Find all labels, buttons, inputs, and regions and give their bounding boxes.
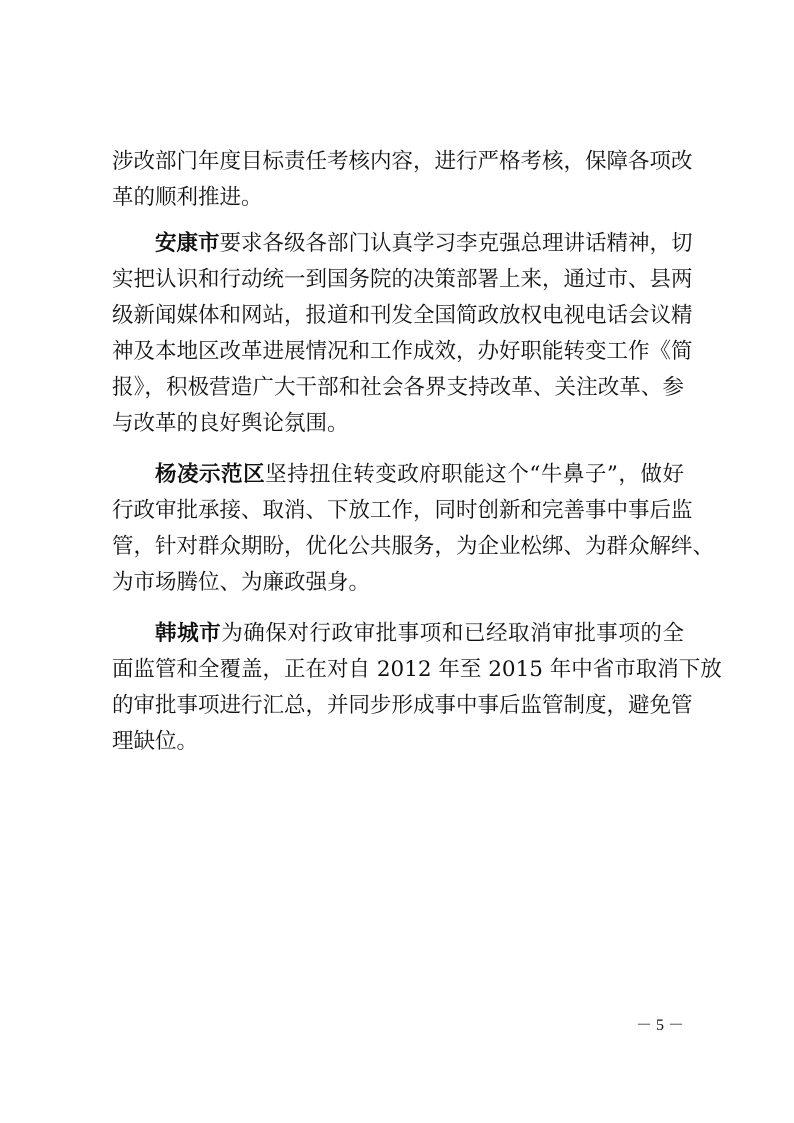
paragraph-line: 与改革的良好舆论氛围。: [112, 411, 349, 436]
paragraph-first-line: [155, 457, 684, 493]
paragraph-line: 神及本地区改革进展情况和工作成效，办好职能转变工作《简: [112, 339, 693, 364]
region-name: 杨凌示范区: [155, 462, 266, 487]
paragraph-line-text: 要求各级各部门认真学习李克强总理讲话精神，切: [219, 231, 693, 256]
paragraph-first-line: [155, 226, 693, 262]
paragraph-line: 管，针对群众期盼，优化公共服务，为企业松绑、为群众解绊、: [112, 534, 715, 559]
paragraph-line: 面监管和全覆盖，正在对自 2012 年至 2015 年中省市取消下放: [112, 657, 722, 682]
page-number: － 5 －: [635, 1017, 684, 1034]
region-name: 安康市: [155, 231, 220, 256]
paragraph-line: 实把认识和行动统一到国务院的决策部署上来，通过市、县两: [112, 267, 693, 292]
paragraph-line: 的审批事项进行汇总，并同步形成事中事后监管制度，避免管: [112, 693, 693, 718]
paragraph-line: 涉改部门年度目标责任考核内容，进行严格考核，保障各项改: [112, 149, 693, 174]
paragraph-line-text: 为确保对行政审批事项和已经取消审批事项的全: [221, 621, 684, 646]
paragraph-line: 理缺位。: [112, 729, 199, 754]
region-name: 韩城市: [155, 621, 222, 646]
paragraph-line: 革的顺利推进。: [112, 185, 263, 210]
paragraph-first-line: [155, 616, 684, 652]
paragraph-line: 为市场腾位、为廉政强身。: [112, 570, 371, 595]
paragraph-line-text: 坚持扭住转变政府职能这个“牛鼻子”，做好: [265, 462, 684, 487]
paragraph-line: 行政审批承接、取消、下放工作，同时创新和完善事中事后监: [112, 498, 693, 523]
paragraph-line: 报》，积极营造广大干部和社会各界支持改革、关注改革、参: [112, 375, 684, 400]
paragraph-line: 级新闻媒体和网站，报道和刊发全国简政放权电视电话会议精: [112, 303, 693, 328]
